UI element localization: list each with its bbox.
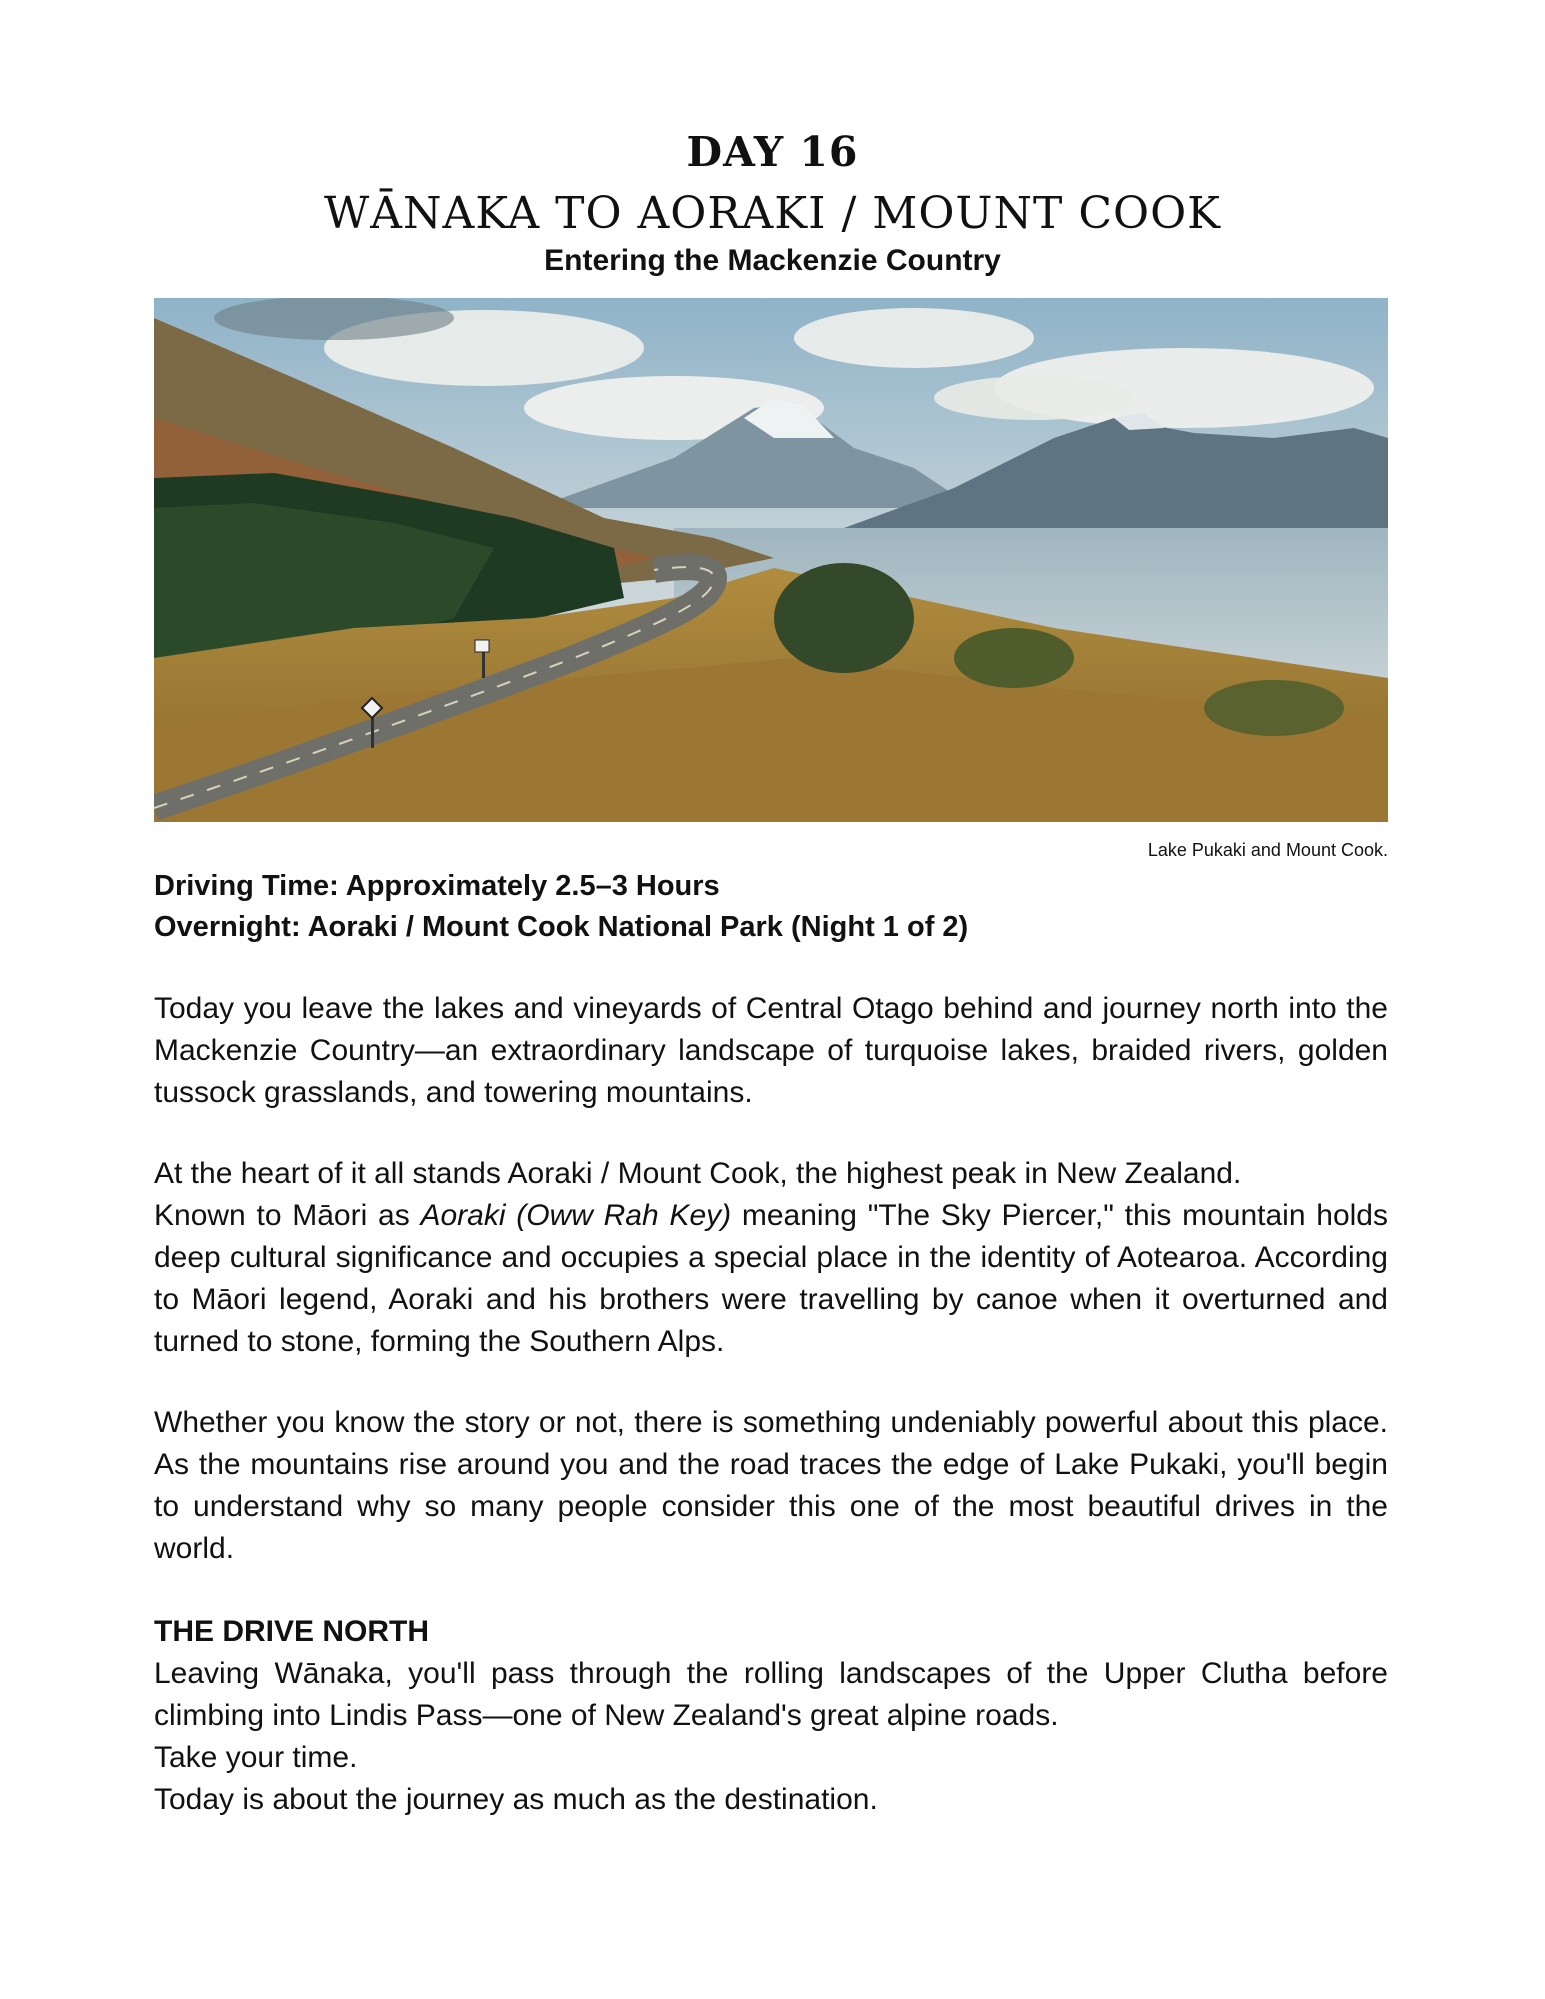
subtitle: Entering the Mackenzie Country	[544, 244, 1001, 277]
landscape-photo	[154, 298, 1388, 822]
driving-time: Driving Time: Approximately 2.5–3 Hours	[154, 870, 720, 902]
drive-text-3: Today is about the journey as much as the destination.	[154, 1783, 878, 1816]
story-paragraph	[154, 1402, 1388, 1570]
drive-text-2: Take your time.	[154, 1741, 358, 1774]
drive-heading: THE DRIVE NORTH	[154, 1615, 430, 1648]
aoraki-line1: At the heart of it all stands Aoraki / Mount Cook, the highest peak in New Zealand.	[154, 1157, 1242, 1190]
aoraki-pronunciation: Aoraki (Oww Rah Key)	[420, 1199, 732, 1232]
drive-text-1: Leaving Wānaka, you'll pass through the rolling landscapes of the Upper Clutha before climbing into Lindis Pass—one of New Zealand's great alpine roads.	[154, 1657, 1388, 1732]
route-title: WĀNAKA TO AORAKI / MOUNT COOK	[323, 188, 1222, 239]
intro-paragraph	[154, 988, 1388, 1114]
drive-section	[154, 1611, 1388, 1821]
overnight-location: Overnight: Aoraki / Mount Cook National Park (Night 1 of 2)	[154, 911, 969, 943]
day-heading: DAY 16	[686, 128, 859, 176]
aoraki-text	[154, 1195, 1388, 1363]
trip-meta	[154, 866, 968, 948]
intro-text: Today you leave the lakes and vineyards of Central Otago behind and journey north into the Mackenzie Country—an extraordinary landscape of turquoise lakes, braided rivers, golden tussock grasslands, and towering mountains.	[154, 992, 1388, 1109]
aoraki-post: meaning "The Sky Piercer," this mountain holds deep cultural significance and occupies a special place in the identity of Aotearoa. According to Māori legend, Aoraki and his brothers were travelling by canoe when it overturned and turned to stone, forming the Southern Alps.	[154, 1199, 1388, 1358]
aoraki-paragraph	[154, 1153, 1388, 1363]
aoraki-pre: Known to Māori as	[154, 1199, 421, 1232]
story-text: Whether you know the story or not, there is something undeniably powerful about this place. As the mountains rise around you and the road traces the edge of Lake Pukaki, you'll begin to understand why so many people consider this one of the most beautiful drives in the world.	[154, 1406, 1388, 1565]
photo-caption: Lake Pukaki and Mount Cook.	[1147, 840, 1388, 860]
